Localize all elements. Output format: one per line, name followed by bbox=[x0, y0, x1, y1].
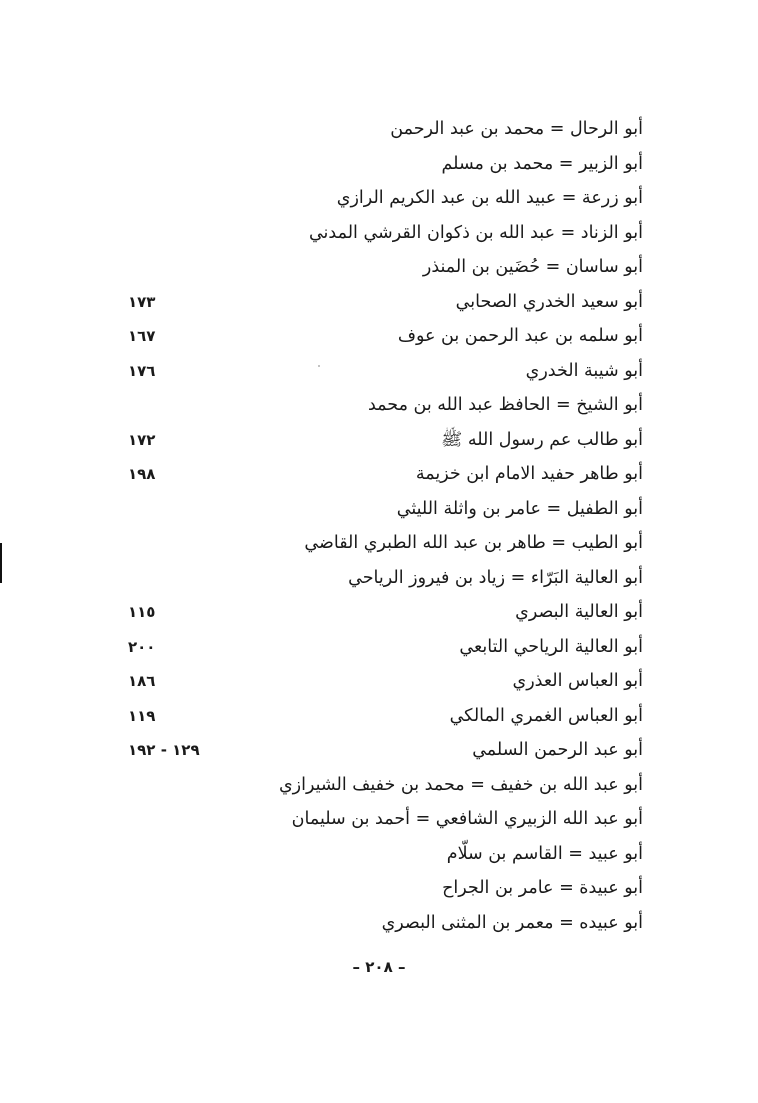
index-entry bbox=[0, 596, 758, 631]
index-entry bbox=[0, 907, 758, 942]
index-entry bbox=[0, 803, 758, 838]
index-entry bbox=[0, 424, 758, 459]
entry-name: أبو ساسان = حُضَين بن المنذر bbox=[422, 257, 643, 277]
entry-name: أبو الزبير = محمد بن مسلم bbox=[441, 153, 643, 174]
index-entry bbox=[0, 458, 758, 493]
entry-page-numbers: ١٧٢ bbox=[128, 430, 156, 449]
index-entry bbox=[0, 734, 758, 769]
entry-name: أبو الطفيل = عامر بن واثلة الليثي bbox=[396, 498, 643, 519]
entry-name: أبو عبد الرحمن السلمي bbox=[472, 740, 643, 760]
entry-name: أبو العالية الرياحي التابعي bbox=[459, 636, 643, 657]
entry-name: أبو العباس العذري bbox=[512, 671, 643, 691]
entry-name: أبو الزناد = عبد الله بن ذكوان القرشي المدني bbox=[308, 222, 643, 243]
entry-name: أبو طالب عم رسول الله ﷺ bbox=[441, 429, 643, 450]
index-entry bbox=[0, 493, 758, 528]
entry-page-numbers: ١٩٨ bbox=[128, 465, 156, 483]
entry-page-numbers: ١٧٣ bbox=[128, 292, 156, 311]
entry-name: أبو طاهر حفيد الامام ابن خزيمة bbox=[415, 464, 643, 484]
index-entry bbox=[0, 389, 758, 424]
index-entry bbox=[0, 286, 758, 321]
entry-name: أبو العالية البَرّاء = زياد بن فيروز الرياحي bbox=[348, 567, 643, 588]
name-index-list bbox=[0, 113, 758, 941]
scan-speck bbox=[318, 365, 320, 367]
entry-name: أبو العالية البصري bbox=[515, 602, 643, 622]
scan-edge-mark bbox=[0, 543, 2, 583]
index-entry bbox=[0, 320, 758, 355]
entry-name: أبو شيبة الخدري bbox=[525, 360, 643, 381]
index-entry bbox=[0, 182, 758, 217]
entry-page-numbers: ١٦٧ bbox=[128, 327, 156, 345]
entry-name: أبو سعيد الخدري الصحابي bbox=[455, 291, 643, 312]
entry-page-numbers: ١٢٩ - ١٩٢ bbox=[128, 741, 200, 759]
entry-page-numbers: ١٧٦ bbox=[128, 361, 156, 380]
page-number: – ٢٠٨ – bbox=[352, 958, 406, 976]
index-entry bbox=[0, 355, 758, 390]
entry-name: أبو عبيدة = عامر بن الجراح bbox=[442, 878, 643, 898]
index-entry bbox=[0, 872, 758, 907]
index-entry bbox=[0, 251, 758, 286]
index-entry bbox=[0, 631, 758, 666]
index-entry bbox=[0, 527, 758, 562]
entry-page-numbers: ٢٠٠ bbox=[128, 637, 156, 656]
entry-name: أبو زرعة = عبيد الله بن عبد الكريم الرازي bbox=[336, 188, 643, 208]
index-entry bbox=[0, 217, 758, 252]
entry-name: أبو العباس الغمري المالكي bbox=[449, 705, 643, 726]
index-entry bbox=[0, 769, 758, 804]
entry-page-numbers: ١١٩ bbox=[128, 706, 156, 725]
entry-page-numbers: ١١٥ bbox=[128, 603, 156, 621]
entry-name: أبو عبد الله الزبيري الشافعي = أحمد بن سليمان bbox=[291, 809, 643, 829]
entry-name: أبو الرحال = محمد بن عبد الرحمن bbox=[390, 119, 643, 139]
entry-name: أبو عبيد = القاسم بن سلّام bbox=[446, 843, 643, 864]
index-entry bbox=[0, 700, 758, 735]
entry-name: أبو سلمه بن عبد الرحمن بن عوف bbox=[397, 326, 643, 346]
index-entry bbox=[0, 562, 758, 597]
index-entry bbox=[0, 838, 758, 873]
index-entry bbox=[0, 113, 758, 148]
index-entry bbox=[0, 665, 758, 700]
index-entry bbox=[0, 148, 758, 183]
entry-name: أبو الشيخ = الحافظ عبد الله بن محمد bbox=[367, 395, 643, 415]
entry-name: أبو عبد الله بن خفيف = محمد بن خفيف الشيرازي bbox=[278, 774, 643, 795]
entry-page-numbers: ١٨٦ bbox=[128, 672, 156, 690]
entry-name: أبو عبيده = معمر بن المثنى البصري bbox=[381, 912, 643, 933]
entry-name: أبو الطيب = طاهر بن عبد الله الطبري القاضي bbox=[304, 533, 643, 553]
